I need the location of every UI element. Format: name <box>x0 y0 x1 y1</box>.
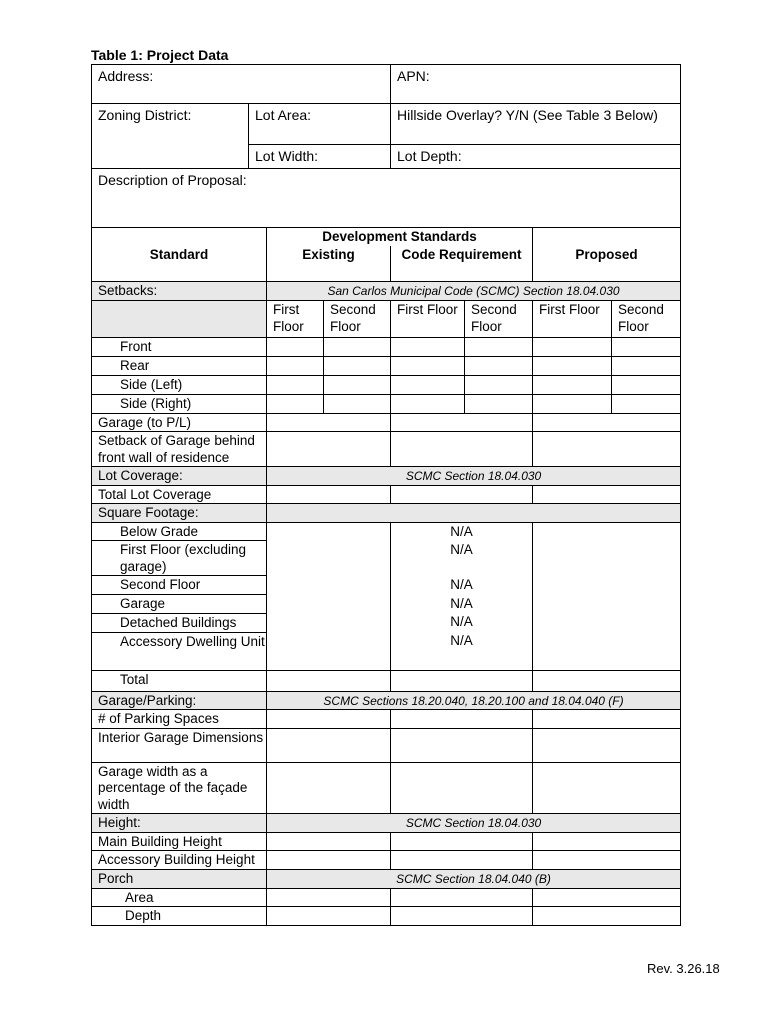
input-cell[interactable] <box>267 595 391 614</box>
input-cell[interactable] <box>267 338 324 357</box>
input-cell[interactable] <box>391 762 533 814</box>
input-cell[interactable] <box>267 432 391 467</box>
input-cell[interactable] <box>391 394 465 413</box>
input-cell[interactable] <box>267 375 324 394</box>
revision-label: Rev. 3.26.18 <box>647 961 720 976</box>
input-cell[interactable] <box>533 413 681 432</box>
garage-parking-label: Garage/Parking: <box>92 691 267 710</box>
square-footage-label: Square Footage: <box>92 504 267 523</box>
row-adu: Accessory Dwelling Unit <box>92 632 267 670</box>
row-garage-width: Garage width as a percentage of the façade width <box>92 762 267 814</box>
na-value: N/A <box>391 613 533 632</box>
input-cell[interactable] <box>612 375 681 394</box>
row-depth: Depth <box>92 907 267 926</box>
row-total-lot-coverage: Total Lot Coverage <box>92 485 267 504</box>
input-cell[interactable] <box>324 375 391 394</box>
input-cell[interactable] <box>533 613 681 632</box>
input-cell[interactable] <box>533 907 681 926</box>
input-cell[interactable] <box>267 576 391 595</box>
lot-coverage-note: SCMC Section 18.04.030 <box>267 467 681 486</box>
row-area: Area <box>92 888 267 907</box>
col-header-code-requirement: Code Requirement <box>391 246 533 282</box>
input-cell[interactable] <box>612 394 681 413</box>
input-cell[interactable] <box>533 432 681 467</box>
row-rear: Rear <box>92 357 267 376</box>
input-cell[interactable] <box>391 338 465 357</box>
input-cell[interactable] <box>391 432 533 467</box>
input-cell[interactable] <box>465 375 533 394</box>
row-garage: Garage <box>92 595 267 614</box>
input-cell[interactable] <box>267 522 391 541</box>
row-side-right: Side (Right) <box>92 394 267 413</box>
height-label: Height: <box>92 814 267 833</box>
input-cell[interactable] <box>533 710 681 729</box>
input-cell[interactable] <box>391 728 533 762</box>
input-cell[interactable] <box>391 357 465 376</box>
input-cell[interactable] <box>533 375 612 394</box>
col-header-existing: Existing <box>267 246 391 282</box>
porch-note: SCMC Section 18.04.040 (B) <box>267 870 681 889</box>
input-cell[interactable] <box>533 728 681 762</box>
input-cell[interactable] <box>465 357 533 376</box>
row-total: Total <box>92 670 267 691</box>
input-cell[interactable] <box>533 541 681 576</box>
lot-depth-field[interactable]: Lot Depth: <box>391 145 681 169</box>
address-field[interactable]: Address: <box>92 65 391 104</box>
garage-parking-note: SCMC Sections 18.20.040, 18.20.100 and 18.04.040 (F) <box>267 691 681 710</box>
lot-area-field[interactable]: Lot Area: <box>249 104 391 145</box>
proposed-second-floor-header: Second Floor <box>612 301 681 338</box>
zoning-district-field[interactable]: Zoning District: <box>92 104 249 169</box>
lot-width-field[interactable]: Lot Width: <box>249 145 391 169</box>
col-header-proposed: Proposed <box>533 246 681 282</box>
input-cell[interactable] <box>324 357 391 376</box>
input-cell[interactable] <box>533 522 681 541</box>
input-cell[interactable] <box>324 338 391 357</box>
input-cell[interactable] <box>391 413 533 432</box>
input-cell[interactable] <box>391 485 533 504</box>
height-note: SCMC Section 18.04.030 <box>267 814 681 833</box>
input-cell[interactable] <box>391 907 533 926</box>
input-cell[interactable] <box>465 394 533 413</box>
porch-label: Porch <box>92 870 267 889</box>
hillside-overlay-field[interactable]: Hillside Overlay? Y/N (See Table 3 Below) <box>391 104 681 145</box>
apn-field[interactable]: APN: <box>391 65 681 104</box>
existing-second-floor-header: Second Floor <box>324 301 391 338</box>
input-cell[interactable] <box>391 851 533 870</box>
row-below-grade: Below Grade <box>92 522 267 541</box>
lot-coverage-label: Lot Coverage: <box>92 467 267 486</box>
input-cell[interactable] <box>533 670 681 691</box>
input-cell[interactable] <box>267 907 391 926</box>
row-main-height: Main Building Height <box>92 832 267 851</box>
input-cell[interactable] <box>267 357 324 376</box>
row-parking-spaces: # of Parking Spaces <box>92 710 267 729</box>
input-cell[interactable] <box>267 888 391 907</box>
input-cell[interactable] <box>391 710 533 729</box>
input-cell[interactable] <box>465 338 533 357</box>
project-info-table <box>91 64 681 228</box>
row-interior-garage: Interior Garage Dimensions <box>92 728 267 762</box>
input-cell[interactable] <box>533 851 681 870</box>
na-value: N/A <box>391 595 533 614</box>
input-cell[interactable] <box>391 670 533 691</box>
na-value: N/A <box>391 632 533 670</box>
input-cell[interactable] <box>533 595 681 614</box>
input-cell[interactable] <box>267 541 391 576</box>
input-cell[interactable] <box>267 762 391 814</box>
input-cell[interactable] <box>267 394 324 413</box>
na-value: N/A <box>391 541 533 576</box>
input-cell[interactable] <box>267 632 391 670</box>
input-cell[interactable] <box>533 394 612 413</box>
input-cell[interactable] <box>533 762 681 814</box>
table-title: Table 1: Project Data <box>91 47 229 63</box>
row-accessory-height: Accessory Building Height <box>92 851 267 870</box>
code-first-floor-header: First Floor <box>391 301 465 338</box>
row-detached-buildings: Detached Buildings <box>92 613 267 632</box>
input-cell[interactable] <box>267 670 391 691</box>
dev-standards-heading: Development Standards <box>267 228 533 246</box>
row-front: Front <box>92 338 267 357</box>
input-cell[interactable] <box>324 394 391 413</box>
input-cell[interactable] <box>267 485 391 504</box>
input-cell[interactable] <box>391 888 533 907</box>
input-cell[interactable] <box>267 613 391 632</box>
input-cell[interactable] <box>267 728 391 762</box>
input-cell[interactable] <box>533 632 681 670</box>
proposed-first-floor-header: First Floor <box>533 301 612 338</box>
input-cell[interactable] <box>533 888 681 907</box>
row-first-floor-excl: First Floor (excluding garage) <box>92 541 267 576</box>
input-cell[interactable] <box>267 710 391 729</box>
na-value: N/A <box>391 522 533 541</box>
row-setback-garage: Setback of Garage behind front wall of residence <box>92 432 267 467</box>
input-cell[interactable] <box>391 375 465 394</box>
input-cell[interactable] <box>612 357 681 376</box>
input-cell[interactable] <box>612 338 681 357</box>
code-second-floor-header: Second Floor <box>465 301 533 338</box>
description-field[interactable]: Description of Proposal: <box>92 169 681 228</box>
input-cell[interactable] <box>533 832 681 851</box>
input-cell[interactable] <box>267 851 391 870</box>
row-garage-pl: Garage (to P/L) <box>92 413 267 432</box>
input-cell[interactable] <box>267 413 391 432</box>
row-side-left: Side (Left) <box>92 375 267 394</box>
development-standards-table <box>91 227 681 926</box>
input-cell[interactable] <box>533 485 681 504</box>
input-cell[interactable] <box>267 832 391 851</box>
row-second-floor: Second Floor <box>92 576 267 595</box>
input-cell[interactable] <box>533 357 612 376</box>
existing-first-floor-header: First Floor <box>267 301 324 338</box>
setbacks-label: Setbacks: <box>92 282 267 301</box>
na-value: N/A <box>391 576 533 595</box>
input-cell[interactable] <box>533 576 681 595</box>
setbacks-note: San Carlos Municipal Code (SCMC) Section 18.04.030 <box>267 282 681 301</box>
col-header-standard: Standard <box>92 246 267 282</box>
input-cell[interactable] <box>391 832 533 851</box>
input-cell[interactable] <box>533 338 612 357</box>
